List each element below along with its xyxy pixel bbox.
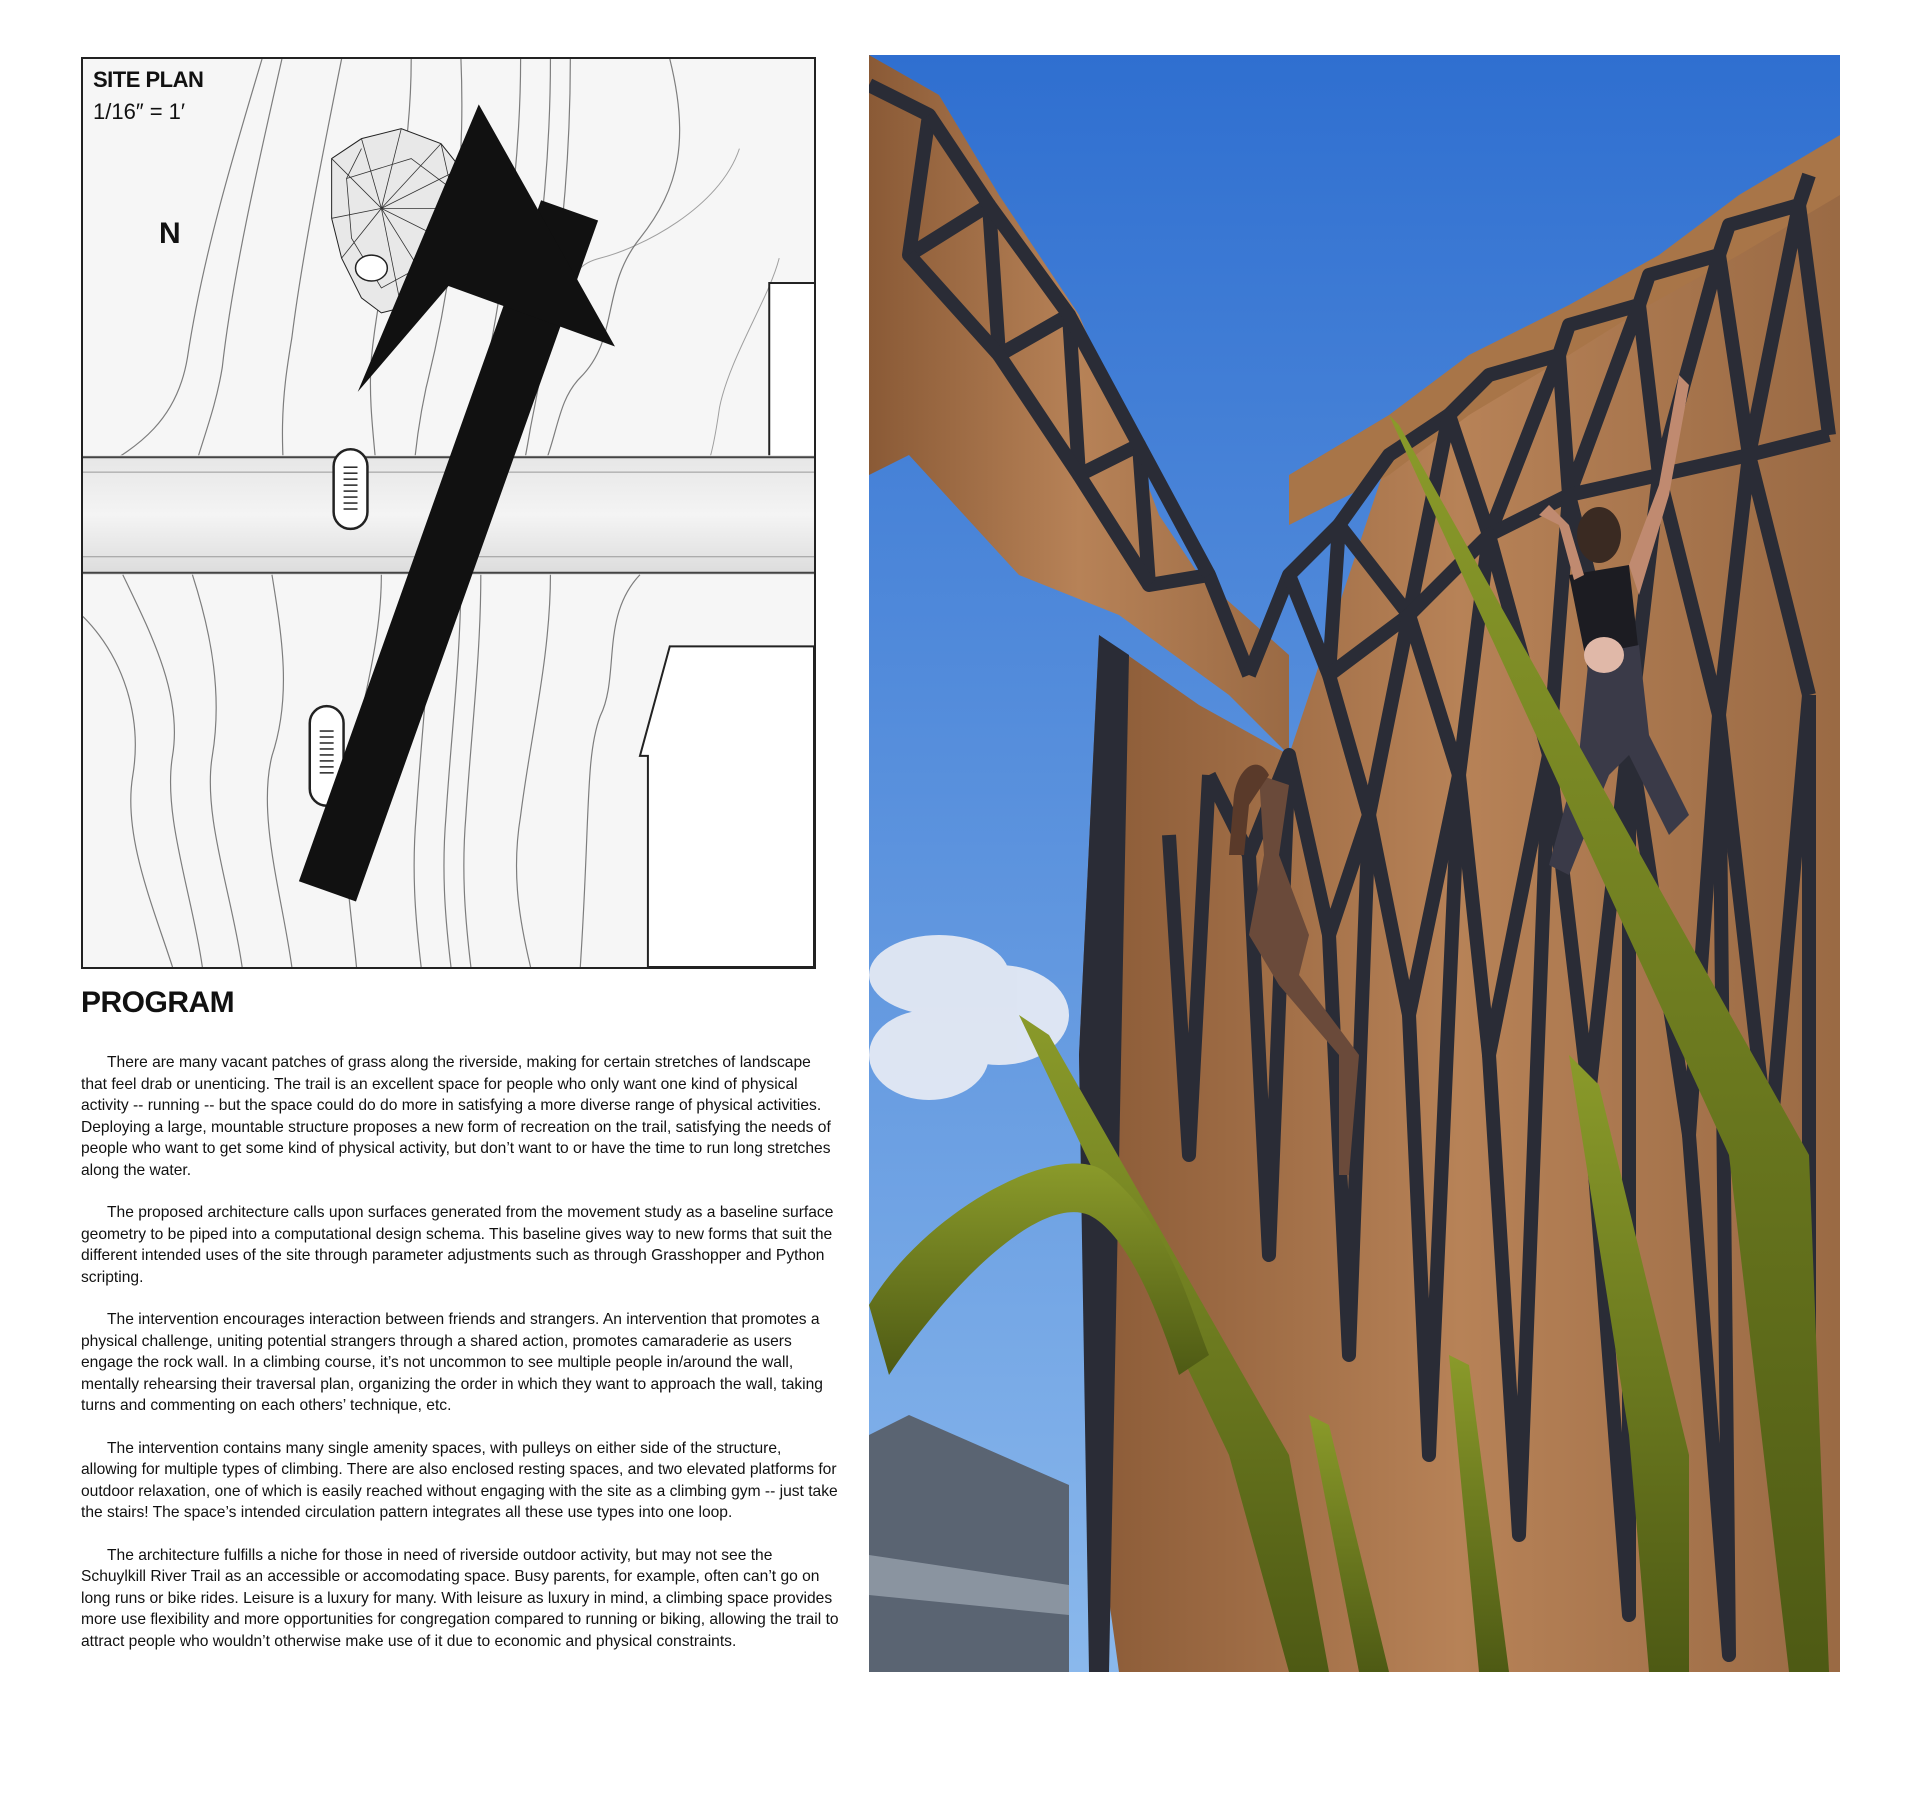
program-paragraph: The intervention contains many single amenity spaces, with pulleys on either side of the structure, allowing for multiple types of climbing. There are also enclosed resting spaces, and two elevated platforms for outdoor relaxation, one of which is easily reached without engaging with the site as a climbing gym -- just take the stairs! The space’s intended circulation pattern integrates all these use types into one loop. <box>81 1439 838 1521</box>
site-plan-title: SITE PLAN <box>93 67 204 92</box>
north-label: N <box>159 217 181 250</box>
program-paragraph: The proposed architecture calls upon surfaces generated from the movement study as a baseline surface geometry to be piped into a computational design schema. This baseline gives way to new forms that suit the different intended uses of the site through parameter adjustments such as through Grasshopper and Python scripting. <box>81 1204 834 1286</box>
program-heading: PROGRAM <box>81 986 235 1019</box>
program-paragraph: The intervention encourages interaction between friends and strangers. An intervention that promotes a physical challenge, uniting potential strangers through a shared action, promotes camaraderie as users engage the rock wall. In a climbing course, it’s not uncommon to see multiple people in/around the wall, mentally rehearsing their traversal plan, organizing the order in which they want to approach the wall, taking turns and commenting on each others’ technique, etc. <box>81 1311 823 1414</box>
program-paragraph: There are many vacant patches of grass along the riverside, making for certain stretches of landscape that feel drab or unenticing. The trail is an excellent space for people who only want one kind of physical activity -- running -- but the space could do do more in satisfying a more diverse range of physical activities. Deploying a large, mountable structure proposes a new form of recreation on the trail, satisfying the needs of people who want to get some kind of physical activity, but don’t want to or have the time to run long stretches along the water. <box>81 1054 831 1179</box>
site-plan-scale: 1/16″ = 1′ <box>93 99 186 124</box>
north-arrow-icon <box>83 59 814 967</box>
program-paragraph: The architecture fulfills a niche for those in need of riverside outdoor activity, but may not see the Schuylkill River Trail as an accessible or accomodating space. Busy parents, for example, often can’t go on long runs or bike rides. Leisure is a luxury for many. With leisure as luxury in mind, a climbing space provides more use flexibility and more opportunities for congregation compared to running or biking, allowing the trail to attract people who wouldn’t otherwise make use of it due to economic and physical constraints. <box>81 1546 839 1650</box>
render-illustration <box>869 55 1840 1672</box>
program-body <box>81 1052 841 1673</box>
climbing-wall-render <box>869 55 1840 1672</box>
site-plan <box>81 57 816 969</box>
